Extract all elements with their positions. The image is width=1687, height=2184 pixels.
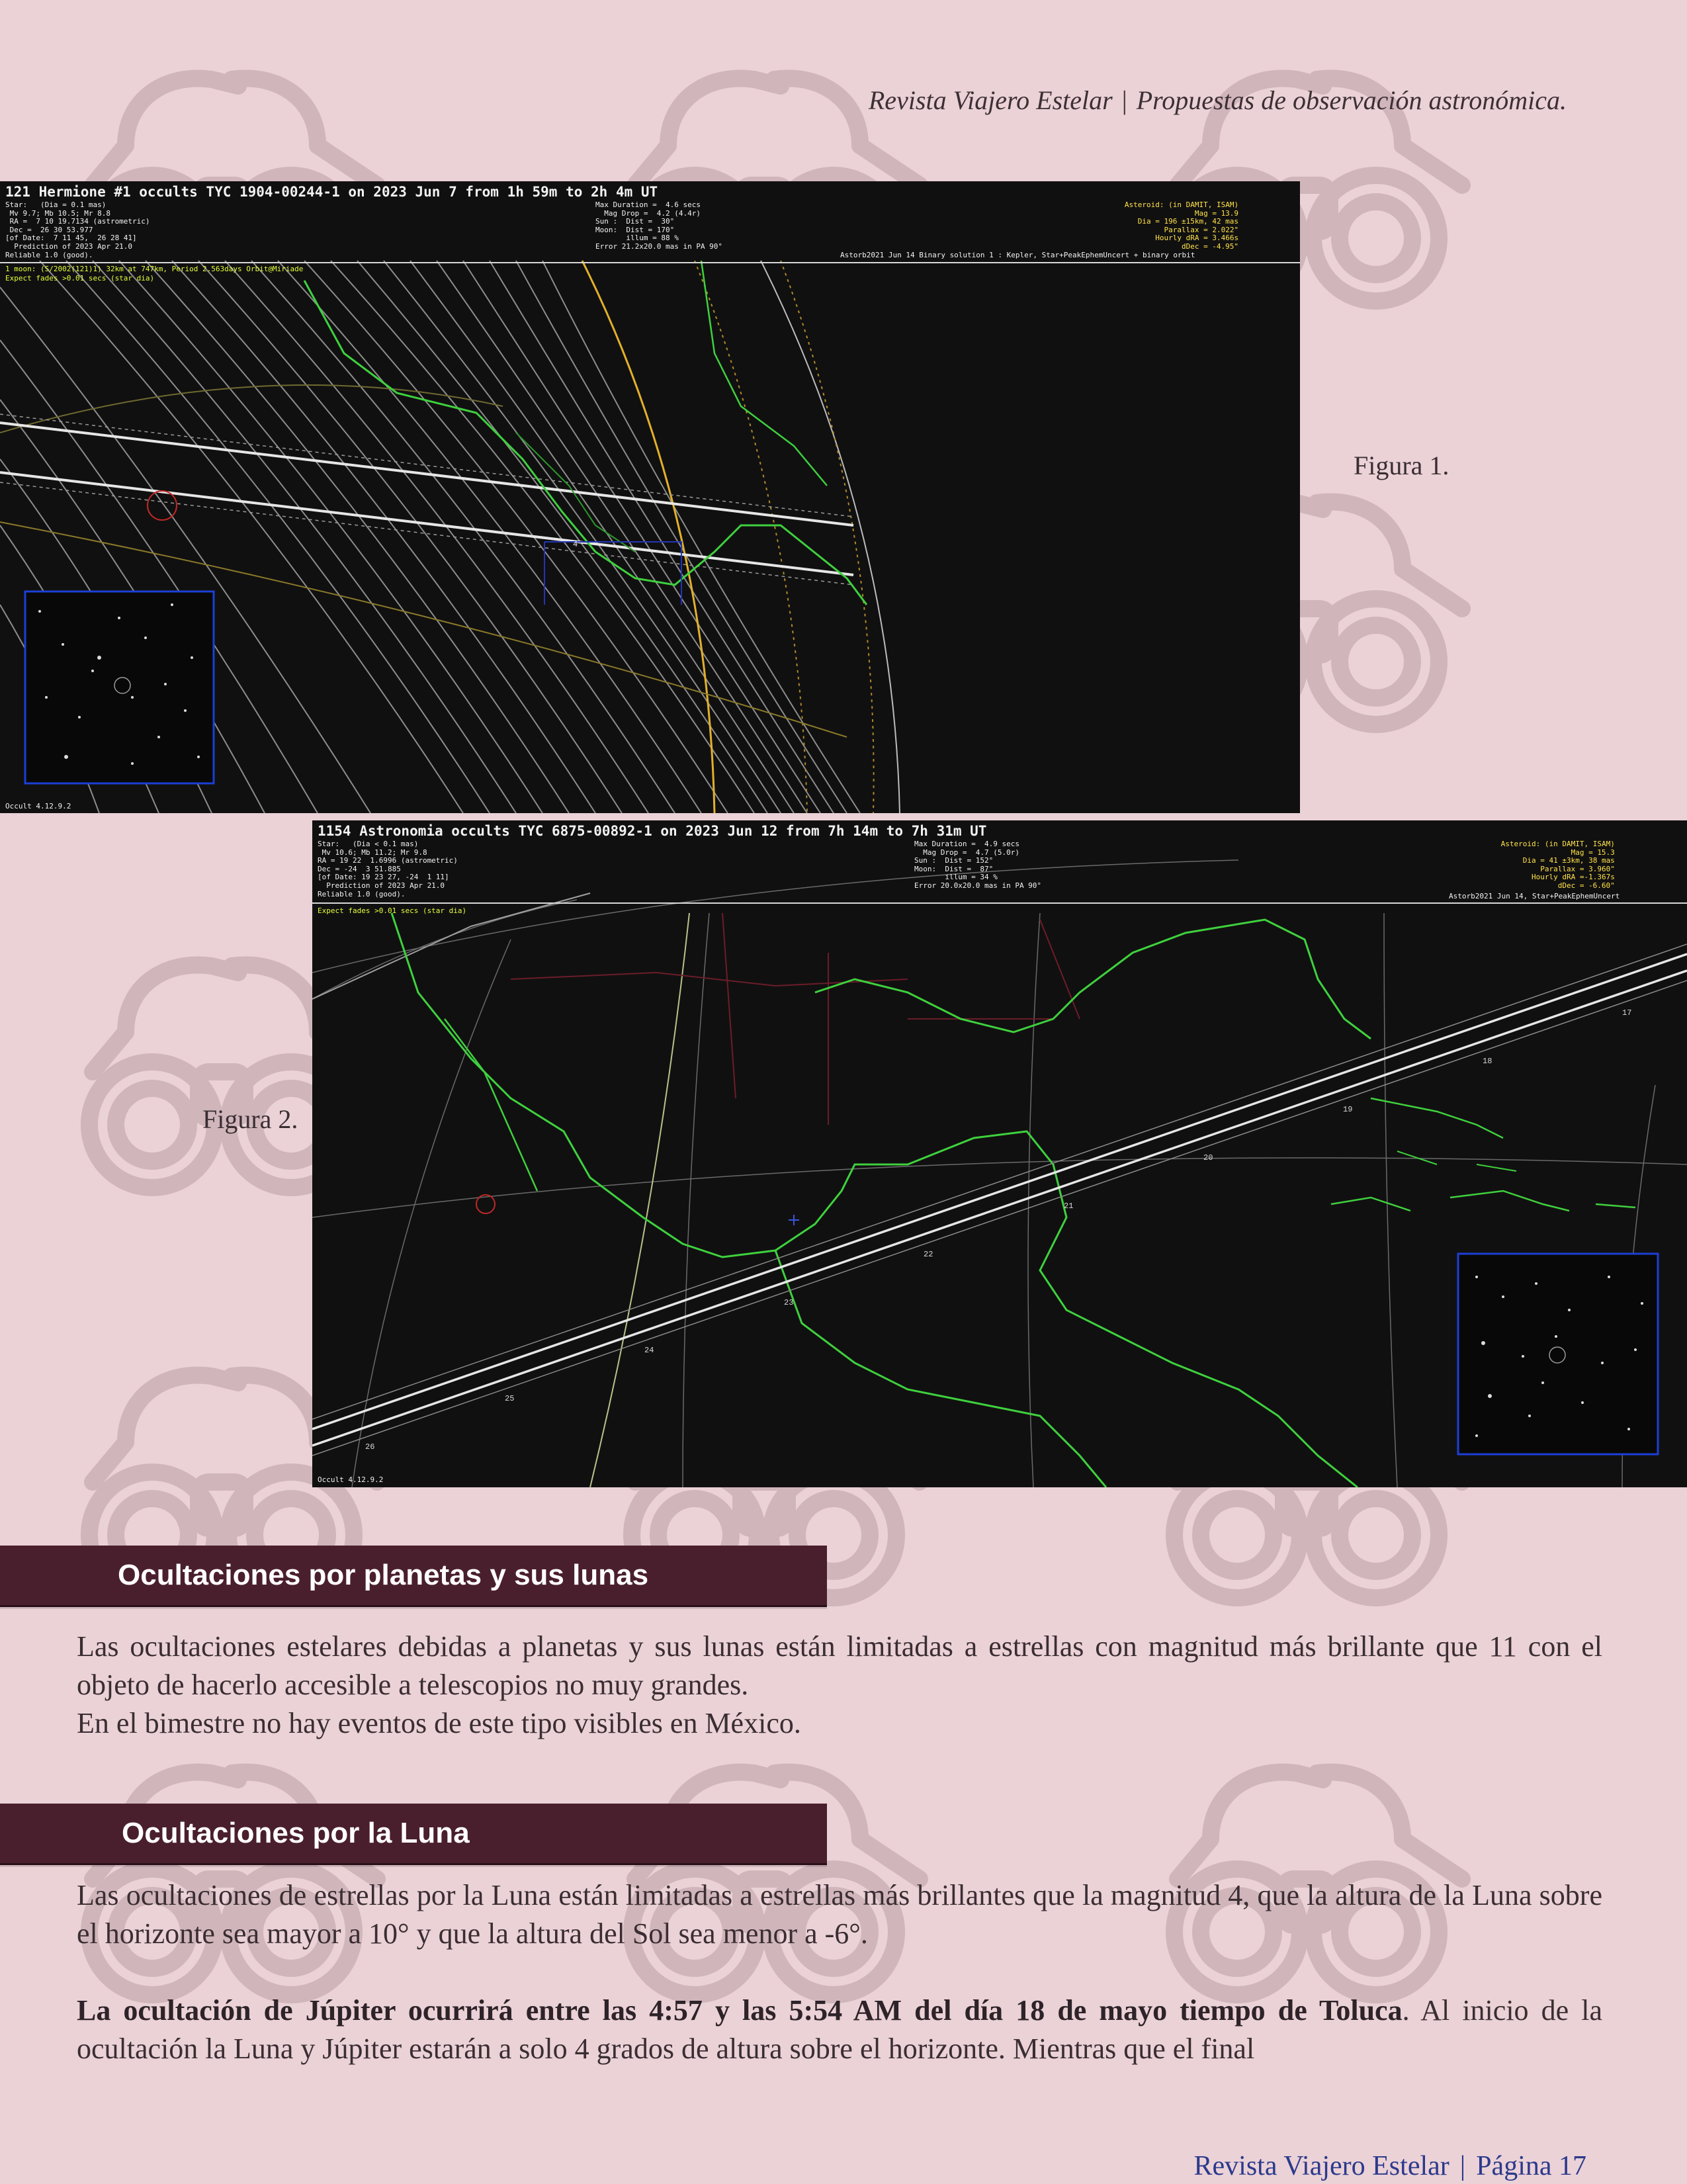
figure2-occultation-map	[312, 820, 1687, 1487]
figure2-hour-label: 19	[1343, 1105, 1353, 1114]
section-title-moon: Ocultaciones por la Luna	[122, 1817, 470, 1849]
jupiter-occultation-continuation: . Al inicio de la ocultación la Luna y Júpiter estarán a solo 4 grados de altura sobre el horizonte. Mientras que el final	[77, 1994, 1602, 2065]
paragraph-moon-limits: Las ocultaciones de estrellas por la Luna están limitadas a estrellas más brillantes que la magnitud 4, que la altura de la Luna sobre el horizonte sea mayor a 10° y que la altura del Sol sea menor a -6°.	[77, 1879, 1602, 1950]
figure1-event-data: Max Duration = 4.6 secs Mag Drop = 4.2 (4.4r) Sun : Dist = 30° Moon: Dist = 170° illum = 88 % Error 21.2x20.0 mas in PA 90°	[595, 200, 723, 251]
figure2-source-note: Astorb2021 Jun 14, Star+PeakEphemUncert	[1449, 892, 1620, 900]
figure1-title: 121 Hermione #1 occults TYC 1904-00244-1 on 2023 Jun 7 from 1h 59m to 2h 4m UT	[5, 184, 658, 200]
paragraph-planets-2: En el bimestre no hay eventos de este tipo visibles en México.	[77, 1707, 801, 1739]
figure2-hour-label: 23	[784, 1298, 794, 1307]
figure1-version: Occult 4.12.9.2	[5, 802, 71, 810]
figure2-map-graphic	[312, 820, 1687, 1487]
figure2-fades-note: Expect fades >0.01 secs (star dia)	[318, 906, 467, 915]
header-separator: |	[1121, 85, 1127, 115]
figure2-caption: Figura 2.	[202, 1104, 298, 1134]
paragraph-planets-1: Las ocultaciones estelares debidas a planetas y sus lunas están limitadas a estrellas con magnitud más brillante que 11 con el objeto de hacerlo accesible a telescopios no muy grandes.	[77, 1630, 1602, 1701]
figure1-source-note: Astorb2021 Jun 14 Binary solution 1 : Kepler, Star+PeakEphemUncert + binary orbit	[840, 251, 1195, 259]
figure2-version: Occult 4.12.9.2	[318, 1475, 384, 1484]
section-body-moon	[77, 1876, 1602, 2068]
figure1-asteroid-data: Asteroid: (in DAMIT, ISAM) Mag = 13.9 Dia = 196 ±15km, 42 mas Parallax = 2.022" Hourly dRA = 3.466s dDec = -4.95"	[1124, 200, 1239, 251]
figure2-hour-label: 26	[365, 1442, 375, 1452]
paragraph-jupiter-occultation	[77, 1991, 1602, 2068]
figure1-moon-note: 1 moon: (S/2002(121)1) 32km at 747km, Period 2.563days Orbit@Miriade	[5, 265, 304, 273]
figure2-header-rule	[312, 902, 1687, 904]
figure1-fades-note: Expect fades >0.01 secs (star dia)	[5, 274, 155, 283]
figure1-caption: Figura 1.	[1354, 451, 1449, 480]
footer-separator: |	[1459, 2151, 1466, 2181]
header-section: Propuestas de observación astronómica.	[1136, 85, 1567, 115]
footer-magazine: Revista Viajero Estelar	[1193, 2151, 1449, 2181]
section-heading-moon	[0, 1804, 827, 1865]
jupiter-occultation-lead: La ocultación de Júpiter ocurrirá entre las 4:57 y las 5:54 AM del día 18 de mayo tiempo de Toluca	[77, 1994, 1403, 2027]
page-footer	[1194, 2150, 1586, 2182]
figure2-asteroid-data: Asteroid: (in DAMIT, ISAM) Mag = 15.3 Dia = 41 ±3km, 38 mas Parallax = 3.960" Hourly dRA =-1.367s dDec = -6.60"	[1500, 840, 1615, 890]
header-magazine: Revista Viajero Estelar	[868, 85, 1113, 115]
figure2-hour-labels	[365, 1008, 1631, 1452]
figure2-hour-label: 24	[644, 1346, 654, 1355]
section-heading-planets	[0, 1546, 827, 1607]
figure2-hour-label: 21	[1064, 1201, 1074, 1211]
figure2-star-data: Star: (Dia < 0.1 mas) Mv 10.6; Mb 11.2; Mr 9.8 RA = 19 22 1.6996 (astrometric) Dec = -24 3 51.885 [of Date: 19 23 27, -24 1 11] Prediction of 2023 Apr 21.0 Reliable 1.0 (good).	[318, 840, 458, 898]
section-title-planets: Ocultaciones por planetas y sus lunas	[118, 1559, 649, 1591]
figure2-hour-label: 20	[1203, 1153, 1213, 1162]
figure2-hour-label: 22	[924, 1250, 933, 1259]
figure2-title: 1154 Astronomia occults TYC 6875-00892-1 on 2023 Jun 12 from 7h 14m to 7h 31m UT	[318, 823, 987, 839]
figure2-hour-label: 18	[1483, 1057, 1492, 1066]
section-body-planets	[77, 1628, 1602, 1743]
figure1-star-data: Star: (Dia = 0.1 mas) Mv 9.7; Mb 10.5; Mr 8.8 RA = 7 10 19.7134 (astrometric) Dec = 26 30 53.977 [of Date: 7 11 45, 26 28 41] Prediction of 2023 Apr 21.0 Reliable 1.0 (good).	[5, 200, 150, 259]
figure2-event-data: Max Duration = 4.9 secs Mag Drop = 4.7 (5.0r) Sun : Dist = 152° Moon: Dist = 87° illum = 34 % Error 20.0x20.0 mas in PA 90°	[914, 840, 1042, 890]
running-header	[869, 85, 1567, 116]
footer-page-number: Página 17	[1476, 2151, 1586, 2181]
figure1-map-graphic	[0, 181, 1300, 813]
figure1-mark-label: 4	[573, 540, 578, 549]
figure2-hour-label: 25	[505, 1394, 515, 1403]
figure1-occultation-map	[0, 181, 1300, 813]
figure1-header-rule	[0, 262, 1300, 263]
figure2-hour-label: 17	[1622, 1008, 1632, 1018]
